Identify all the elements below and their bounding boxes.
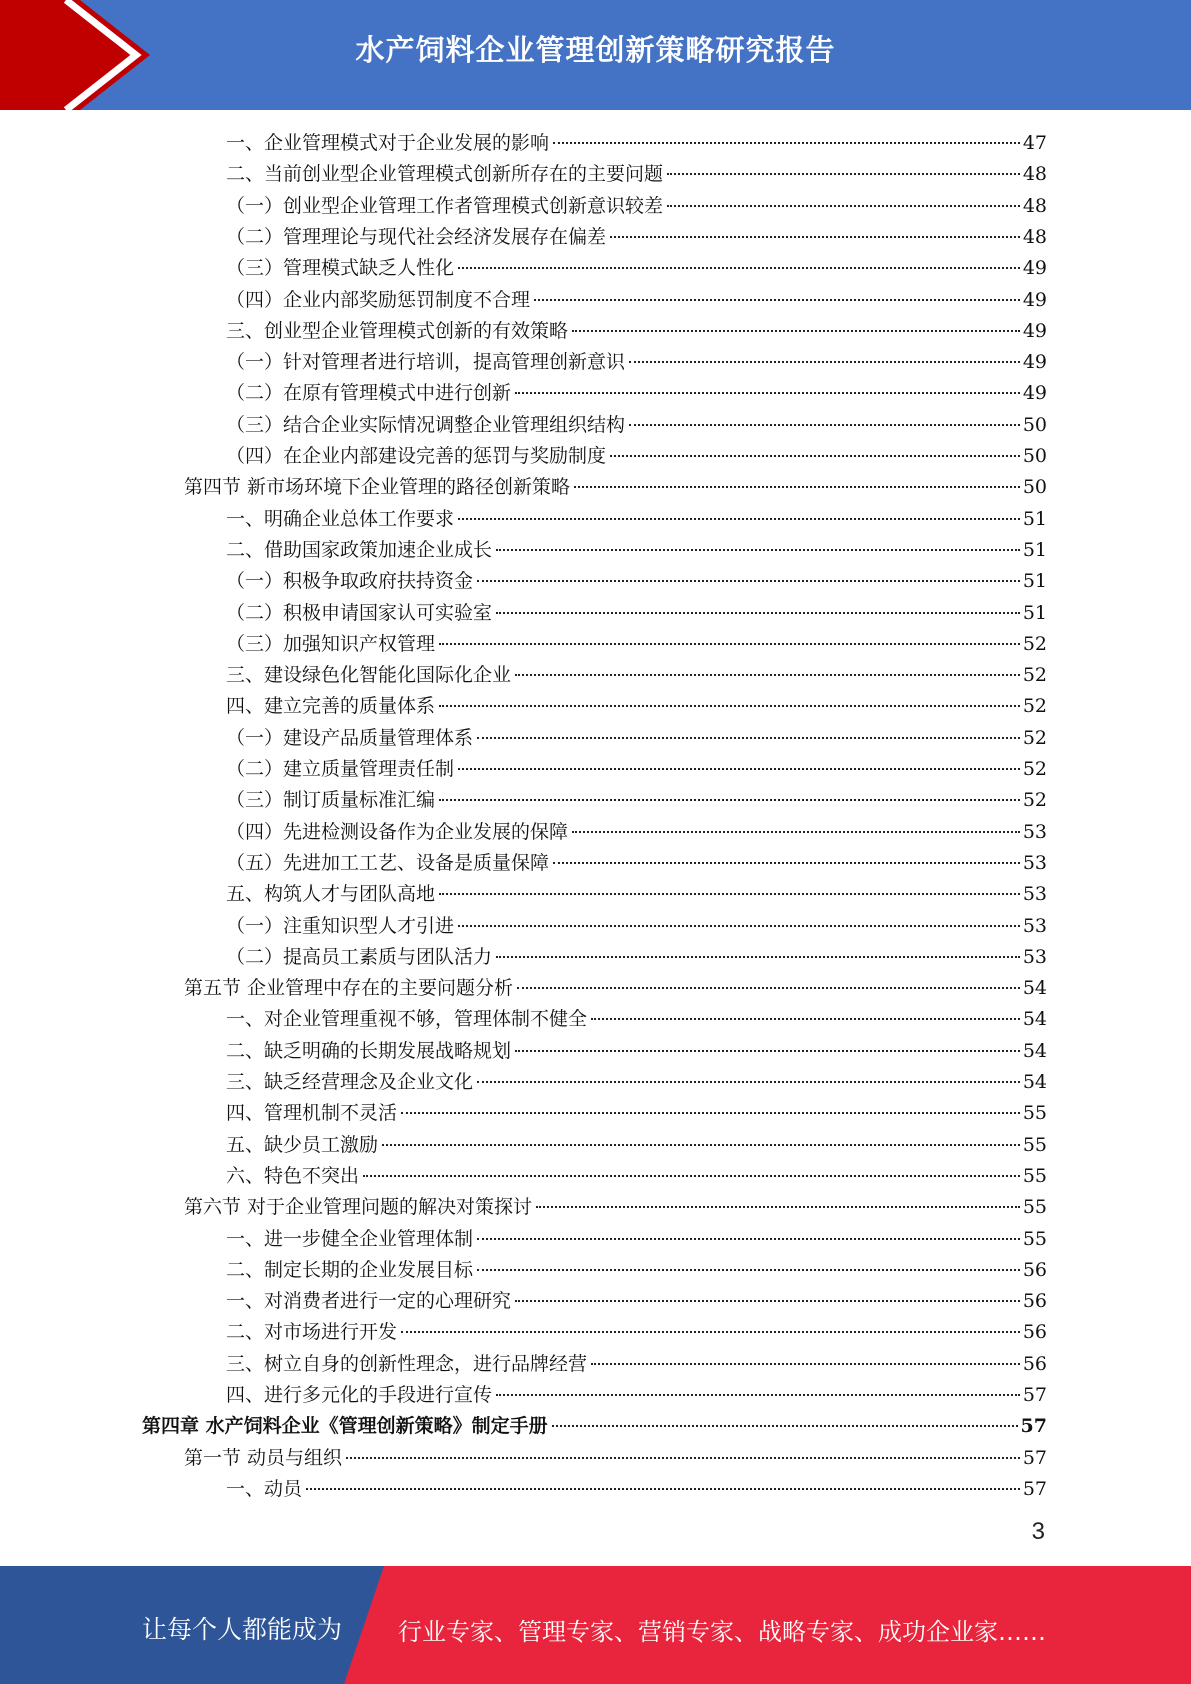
dot-leader	[534, 299, 1020, 301]
toc-entry[interactable]	[226, 785, 1047, 816]
dot-leader	[439, 799, 1020, 801]
dot-leader	[515, 1300, 1020, 1302]
toc-entry[interactable]	[226, 660, 1047, 691]
toc-entry-page: 54	[1022, 1071, 1047, 1093]
toc-entry[interactable]	[226, 848, 1047, 879]
toc-entry[interactable]	[226, 1161, 1047, 1192]
toc-entry-title: 四、管理机制不灵活	[226, 1102, 398, 1125]
dot-leader	[553, 862, 1020, 864]
toc-entry-title: 二、对市场进行开发	[226, 1321, 398, 1344]
toc-entry-page: 51	[1022, 601, 1047, 624]
toc-entry-page: 57	[1022, 1477, 1047, 1500]
toc-entry-title: 一、进一步健全企业管理体制	[226, 1227, 474, 1250]
dot-leader	[306, 1488, 1020, 1490]
toc-entry-page: 54	[1022, 1008, 1047, 1031]
toc-entry[interactable]	[226, 911, 1047, 942]
dot-leader	[439, 643, 1020, 645]
toc-entry-page: 50	[1022, 413, 1047, 436]
dot-leader	[458, 518, 1020, 520]
toc-entry-title: 二、制定长期的企业发展目标	[226, 1258, 474, 1281]
dot-leader	[574, 486, 1020, 488]
toc-entry-title: （三）结合企业实际情况调整企业管理组织结构	[226, 413, 626, 436]
toc-entry-title: （四）在企业内部建设完善的惩罚与奖励制度	[226, 445, 607, 467]
toc-entry-page: 55	[1022, 1164, 1047, 1187]
toc-entry-title: 第四章 水产饲料企业《管理创新策略》制定手册	[142, 1415, 548, 1438]
toc-entry-title: （四）先进检测设备作为企业发展的保障	[226, 820, 569, 843]
dot-leader	[515, 674, 1020, 676]
toc-entry-page: 49	[1022, 351, 1047, 374]
toc-entry-page: 55	[1022, 1227, 1047, 1250]
toc-entry-page: 54	[1022, 1039, 1047, 1062]
toc-entry[interactable]	[226, 566, 1047, 597]
toc-entry-page: 50	[1022, 476, 1047, 499]
toc-entry-title: （二）建立质量管理责任制	[226, 758, 455, 780]
toc-entry-title: 三、创业型企业管理模式创新的有效策略	[226, 319, 569, 342]
toc-entry-title: 一、对企业管理重视不够，管理体制不健全	[226, 1008, 588, 1031]
toc-entry-page: 55	[1022, 1102, 1047, 1125]
toc-entry-page: 49	[1022, 288, 1047, 311]
toc-entry[interactable]	[226, 879, 1047, 910]
toc-entry[interactable]	[226, 1349, 1047, 1380]
toc-entry[interactable]	[184, 1192, 1047, 1223]
toc-entry-title: （四）企业内部奖励惩罚制度不合理	[226, 288, 531, 311]
toc-entry[interactable]	[226, 1317, 1047, 1348]
toc-entry-page: 49	[1022, 257, 1047, 280]
toc-entry[interactable]	[226, 535, 1047, 566]
toc-entry[interactable]	[226, 504, 1047, 535]
toc-entry-page: 49	[1022, 319, 1047, 342]
toc-entry[interactable]	[184, 472, 1047, 503]
toc-entry-page: 54	[1022, 977, 1047, 1000]
dot-leader	[477, 1269, 1020, 1271]
toc-entry[interactable]	[142, 1411, 1047, 1442]
toc-entry-title: 四、建立完善的质量体系	[226, 695, 436, 718]
toc-entry[interactable]	[226, 222, 1047, 253]
dot-leader	[439, 893, 1020, 895]
dot-leader	[572, 330, 1020, 332]
toc-entry[interactable]	[226, 253, 1047, 284]
toc-entry[interactable]	[226, 754, 1047, 785]
toc-entry-title: （一）注重知识型人才引进	[226, 914, 455, 937]
toc-entry[interactable]	[226, 128, 1047, 159]
toc-entry-title: （三）管理模式缺乏人性化	[226, 257, 455, 280]
toc-entry-title: （一）针对管理者进行培训，提高管理创新意识	[226, 351, 626, 374]
dot-leader	[477, 580, 1020, 582]
dot-leader	[536, 1206, 1020, 1208]
toc-entry[interactable]	[226, 1474, 1047, 1505]
toc-entry[interactable]	[226, 1286, 1047, 1317]
dot-leader	[515, 1050, 1020, 1052]
dot-leader	[552, 1425, 1018, 1427]
toc-entry[interactable]	[226, 723, 1047, 754]
toc-entry[interactable]	[226, 1255, 1047, 1286]
toc-entry-page: 57	[1022, 1384, 1047, 1406]
toc-entry[interactable]	[226, 410, 1047, 441]
toc-entry-page: 53	[1022, 914, 1047, 937]
toc-entry[interactable]	[226, 1067, 1047, 1098]
dot-leader	[591, 1018, 1020, 1020]
toc-entry[interactable]	[226, 629, 1047, 660]
dot-leader	[553, 142, 1020, 144]
toc-entry-title: 二、当前创业型企业管理模式创新所存在的主要问题	[226, 163, 664, 186]
dot-leader	[477, 1238, 1020, 1240]
toc-entry-page: 57	[1020, 1415, 1047, 1438]
toc-entry-page: 48	[1022, 194, 1047, 217]
toc-entry-page: 55	[1022, 1133, 1047, 1156]
toc-entry-page: 52	[1022, 664, 1047, 687]
dot-leader	[610, 236, 1020, 238]
toc-entry[interactable]	[226, 441, 1047, 472]
toc-entry-page: 56	[1022, 1290, 1047, 1313]
toc-entry[interactable]	[226, 285, 1047, 316]
toc-entry[interactable]	[226, 191, 1047, 222]
toc-entry[interactable]	[226, 159, 1047, 190]
toc-entry-page: 56	[1022, 1258, 1047, 1281]
toc-entry-title: 二、借助国家政策加速企业成长	[226, 538, 493, 561]
toc-entry-page: 55	[1022, 1196, 1047, 1219]
dot-leader	[572, 831, 1020, 833]
toc-entry-title: 第五节 企业管理中存在的主要问题分析	[184, 977, 514, 1000]
dot-leader	[458, 267, 1020, 269]
toc-entry[interactable]	[226, 1130, 1047, 1161]
toc-entry-title: 第四节 新市场环境下企业管理的路径创新策略	[184, 476, 571, 499]
toc-entry[interactable]	[226, 1380, 1047, 1411]
toc-entry-title: （一）积极争取政府扶持资金	[226, 570, 474, 593]
toc-entry-title: 一、动员	[226, 1477, 303, 1500]
toc-entry-title: 第六节 对于企业管理问题的解决对策探讨	[184, 1196, 533, 1219]
dot-leader	[629, 424, 1020, 426]
toc-entry-title: 三、树立自身的创新性理念，进行品牌经营	[226, 1352, 588, 1375]
dot-leader	[382, 1144, 1020, 1146]
toc-entry-title: 四、进行多元化的手段进行宣传	[226, 1384, 493, 1406]
dot-leader	[517, 987, 1020, 989]
toc-entry-title: 六、特色不突出	[226, 1164, 360, 1187]
toc-entry-title: 五、构筑人才与团队高地	[226, 883, 436, 906]
toc-entry-title: 一、明确企业总体工作要求	[226, 507, 455, 530]
toc-entry-page: 56	[1022, 1352, 1047, 1375]
toc-entry-title: 一、对消费者进行一定的心理研究	[226, 1290, 512, 1313]
toc-entry-title: 三、建设绿色化智能化国际化企业	[226, 664, 512, 687]
dot-leader	[477, 1081, 1020, 1083]
toc-entry-page: 57	[1022, 1446, 1047, 1469]
toc-entry-page: 47	[1022, 132, 1047, 154]
toc-entry[interactable]	[226, 1224, 1047, 1255]
dot-leader	[401, 1112, 1020, 1114]
dot-leader	[591, 1363, 1020, 1365]
toc-entry-title: 第一节 动员与组织	[184, 1446, 343, 1469]
toc-entry[interactable]	[226, 378, 1047, 409]
toc-entry[interactable]	[226, 598, 1047, 629]
dot-leader	[458, 768, 1020, 770]
page-footer	[0, 1566, 1191, 1684]
dot-leader	[477, 737, 1020, 739]
dot-leader	[401, 1331, 1020, 1333]
toc-entry[interactable]	[226, 691, 1047, 722]
footer-slogan-right: 行业专家、管理专家、营销专家、战略专家、成功企业家……	[398, 1618, 1046, 1646]
page-number: 3	[1031, 1518, 1045, 1545]
toc-entry[interactable]	[226, 817, 1047, 848]
toc-entry[interactable]	[226, 316, 1047, 347]
toc-entry[interactable]	[226, 1098, 1047, 1129]
dot-leader	[346, 1457, 1020, 1459]
toc-entry-title: （二）管理理论与现代社会经济发展存在偏差	[226, 225, 607, 248]
footer-slogan-left: 让每个人都能成为	[142, 1615, 343, 1644]
toc-entry-title: （二）积极申请国家认可实验室	[226, 601, 493, 624]
toc-entry-page: 51	[1022, 507, 1047, 530]
toc-entry[interactable]	[226, 1004, 1047, 1035]
toc-entry-page: 53	[1022, 945, 1047, 968]
toc-entry-page: 50	[1022, 445, 1047, 467]
toc-entry-title: 五、缺少员工激励	[226, 1133, 379, 1156]
dot-leader	[667, 205, 1020, 207]
dot-leader	[667, 173, 1020, 175]
toc-entry-page: 49	[1022, 382, 1047, 405]
toc-entry-title: 一、企业管理模式对于企业发展的影响	[226, 132, 550, 154]
toc-entry-title: （一）创业型企业管理工作者管理模式创新意识较差	[226, 194, 664, 217]
dot-leader	[363, 1175, 1020, 1177]
toc-entry[interactable]	[184, 1443, 1047, 1474]
toc-entry-title: （三）制订质量标准汇编	[226, 789, 436, 812]
toc-entry-title: （三）加强知识产权管理	[226, 632, 436, 655]
dot-leader	[496, 956, 1020, 958]
dot-leader	[496, 1394, 1020, 1396]
toc-entry-page: 52	[1022, 726, 1047, 749]
toc-entry-page: 52	[1022, 789, 1047, 812]
toc-entry[interactable]	[184, 973, 1047, 1004]
toc-entry-page: 52	[1022, 632, 1047, 655]
dot-leader	[458, 925, 1020, 927]
toc-entry[interactable]	[226, 347, 1047, 378]
report-title: 水产饲料企业管理创新策略研究报告	[355, 33, 836, 67]
toc-entry-title: 三、缺乏经营理念及企业文化	[226, 1071, 474, 1093]
page-header	[0, 0, 1191, 110]
toc-entry-title: （二）提高员工素质与团队活力	[226, 945, 493, 968]
toc-entry-page: 48	[1022, 163, 1047, 186]
toc-entry-page: 52	[1022, 695, 1047, 718]
toc-entry-page: 53	[1022, 883, 1047, 906]
dot-leader	[439, 705, 1020, 707]
toc-entry-title: 二、缺乏明确的长期发展战略规划	[226, 1039, 512, 1062]
toc-entry-title: （二）在原有管理模式中进行创新	[226, 382, 512, 405]
toc-entry-page: 53	[1022, 820, 1047, 843]
toc-entry[interactable]	[226, 1036, 1047, 1067]
toc-entry-page: 48	[1022, 225, 1047, 248]
toc-entry-page: 51	[1022, 538, 1047, 561]
toc-entry-page: 53	[1022, 851, 1047, 874]
toc-entry-page: 56	[1022, 1321, 1047, 1344]
toc-entry-page: 52	[1022, 758, 1047, 780]
toc-entry-page: 51	[1022, 570, 1047, 593]
dot-leader	[496, 549, 1020, 551]
dot-leader	[496, 612, 1020, 614]
dot-leader	[629, 361, 1020, 363]
toc-entry-title: （一）建设产品质量管理体系	[226, 726, 474, 749]
toc-entry[interactable]	[226, 942, 1047, 973]
dot-leader	[610, 455, 1020, 457]
dot-leader	[515, 392, 1020, 394]
toc-entry-title: （五）先进加工工艺、设备是质量保障	[226, 851, 550, 874]
